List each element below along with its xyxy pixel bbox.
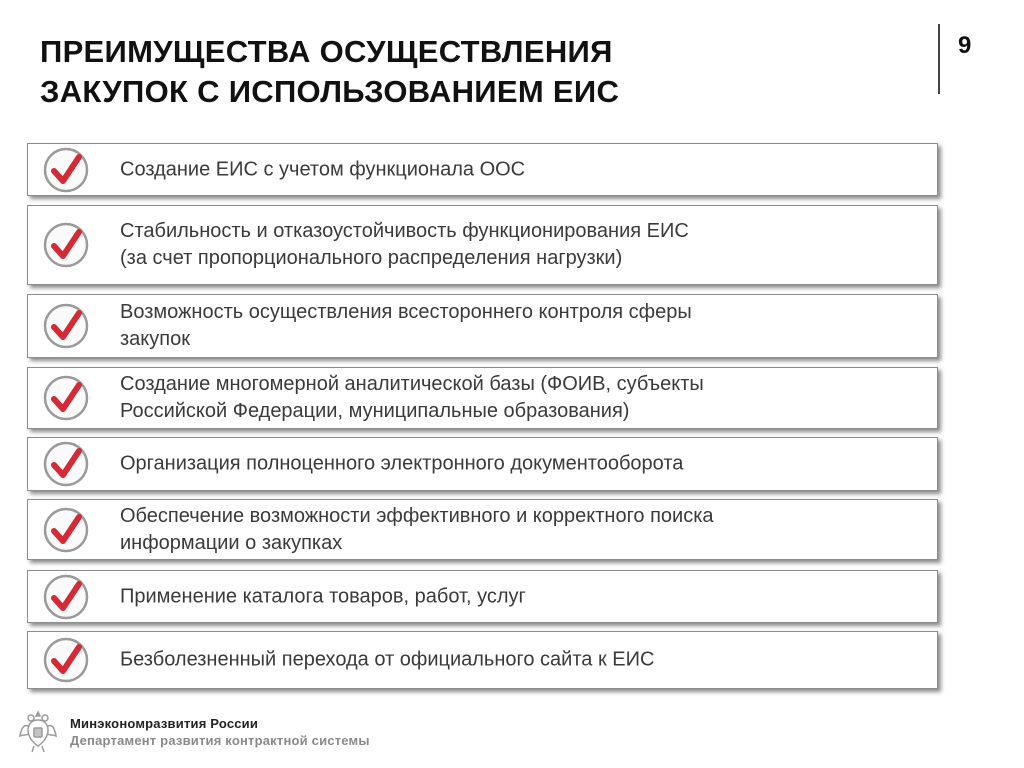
item-text-line: Обеспечение возможности эффективного и корректного поиска: [120, 504, 714, 527]
checkmark-circle-icon: [42, 636, 90, 684]
item-text: [120, 371, 917, 425]
checkmark-circle-icon: [42, 374, 90, 422]
list-item: [27, 143, 938, 196]
item-text-line: Безболезненный перехода от официального сайта к ЕИС: [120, 648, 655, 671]
item-text-line: (за счет пропорционального распределения нагрузки): [120, 247, 623, 269]
item-text: [120, 583, 917, 610]
item-text: [120, 451, 917, 478]
list-item: [27, 631, 938, 689]
page-number: 9: [958, 32, 972, 59]
checkmark-circle-icon: [42, 302, 90, 350]
item-text-line: закупок: [120, 328, 190, 350]
item-text: [120, 647, 917, 674]
title-line-1: ПРЕИМУЩЕСТВА ОСУЩЕСТВЛЕНИЯ: [40, 34, 613, 69]
header-divider: [938, 24, 940, 94]
list-item: [27, 294, 938, 358]
item-text: [120, 299, 917, 353]
item-text-line: Организация полноценного электронного документооборота: [120, 452, 684, 475]
list-item: [27, 437, 938, 491]
item-text-line: Российской Федерации, муниципальные образования): [120, 400, 630, 422]
page-title: [40, 32, 900, 112]
checkmark-circle-icon: [42, 506, 90, 554]
footer: [18, 706, 518, 758]
title-line-2: ЗАКУПОК С ИСПОЛЬЗОВАНИЕМ ЕИС: [40, 74, 620, 109]
item-text-line: Стабильность и отказоустойчивость функционирования ЕИС: [120, 220, 689, 242]
checkmark-circle-icon: [42, 440, 90, 488]
item-text: [120, 156, 917, 183]
item-text-line: информации о закупках: [120, 531, 343, 554]
list-item: [27, 367, 938, 429]
checkmark-circle-icon: [42, 573, 90, 621]
item-text-line: Возможность осуществления всестороннего контроля сферы: [120, 301, 692, 323]
item-text-line: Применение каталога товаров, работ, услуг: [120, 585, 526, 607]
item-text: [120, 218, 917, 272]
department-name: Департамент развития контрактной системы: [70, 733, 370, 748]
coat-of-arms-icon: [18, 706, 58, 756]
item-text-line: Создание ЕИС с учетом функционала ООС: [120, 158, 526, 180]
list-item: [27, 205, 938, 285]
item-text: [120, 503, 917, 557]
list-item: [27, 570, 938, 623]
list-item: [27, 499, 938, 560]
checkmark-circle-icon: [42, 146, 90, 194]
checkmark-circle-icon: [42, 221, 90, 269]
item-text-line: Создание многомерной аналитической базы (ФОИВ, субъекты: [120, 373, 704, 395]
org-name: Минэкономразвития России: [70, 716, 259, 731]
